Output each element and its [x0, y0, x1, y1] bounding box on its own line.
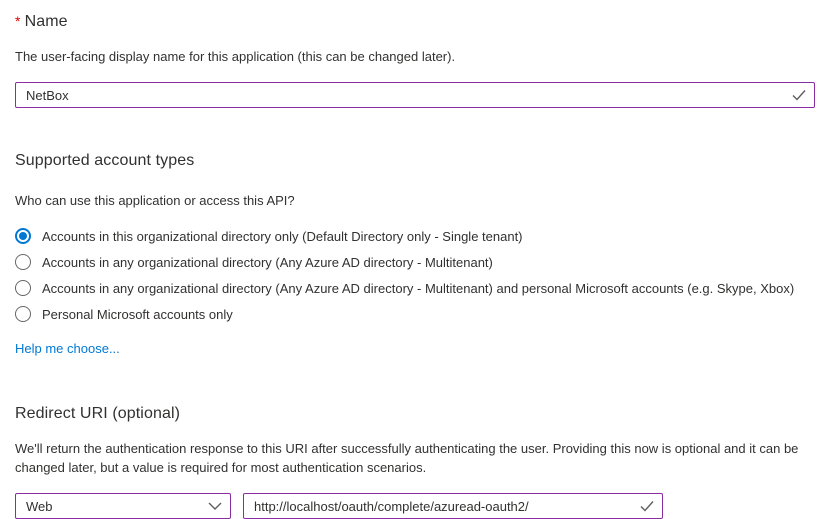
account-types-question: Who can use this application or access this API?	[15, 193, 295, 208]
account-type-option-label: Accounts in this organizational directory only (Default Directory only - Single tenant)	[42, 228, 523, 244]
name-input[interactable]	[16, 83, 814, 107]
supported-account-types-title: Supported account types	[15, 152, 195, 169]
name-section-title	[15, 10, 815, 33]
account-type-option-label: Accounts in any organizational directory (Any Azure AD directory - Multitenant)	[42, 254, 493, 270]
name-field-wrapper	[15, 82, 815, 108]
redirect-uri-description: We'll return the authentication response to this URI after successfully authenticating the user. Providing this now is optional and it can be changed later, but a value is required for most authentication scenarios.	[15, 441, 799, 475]
account-type-option-personal-only[interactable]	[15, 301, 815, 327]
redirect-uri-section	[15, 403, 815, 519]
redirect-uri-field-wrapper	[243, 493, 663, 519]
required-asterisk: *	[15, 13, 21, 29]
account-type-option-single-tenant[interactable]	[15, 223, 815, 249]
name-description: The user-facing display name for this application (this can be changed later).	[15, 49, 456, 64]
account-type-option-label: Personal Microsoft accounts only	[42, 306, 233, 322]
name-section-title-text: Name	[24, 13, 68, 30]
radio-button-icon	[15, 228, 31, 244]
account-type-radio-group	[15, 223, 815, 327]
radio-button-icon	[15, 254, 31, 270]
account-type-option-multitenant-personal[interactable]	[15, 275, 815, 301]
redirect-uri-row	[15, 493, 815, 519]
redirect-uri-input[interactable]	[244, 494, 662, 518]
name-section	[15, 10, 815, 108]
account-type-option-multitenant[interactable]	[15, 249, 815, 275]
account-type-option-label: Accounts in any organizational directory (Any Azure AD directory - Multitenant) and personal Microsoft accounts (e.g. Skype, Xbox)	[42, 280, 795, 296]
chevron-down-icon	[208, 502, 222, 511]
supported-account-types-section	[15, 150, 815, 358]
platform-select-dropdown[interactable]	[15, 493, 231, 519]
help-me-choose-link[interactable]: Help me choose...	[15, 341, 120, 356]
redirect-uri-title: Redirect URI (optional)	[15, 405, 181, 422]
radio-button-icon	[15, 306, 31, 322]
platform-select-value: Web	[26, 498, 53, 514]
radio-button-icon	[15, 280, 31, 296]
